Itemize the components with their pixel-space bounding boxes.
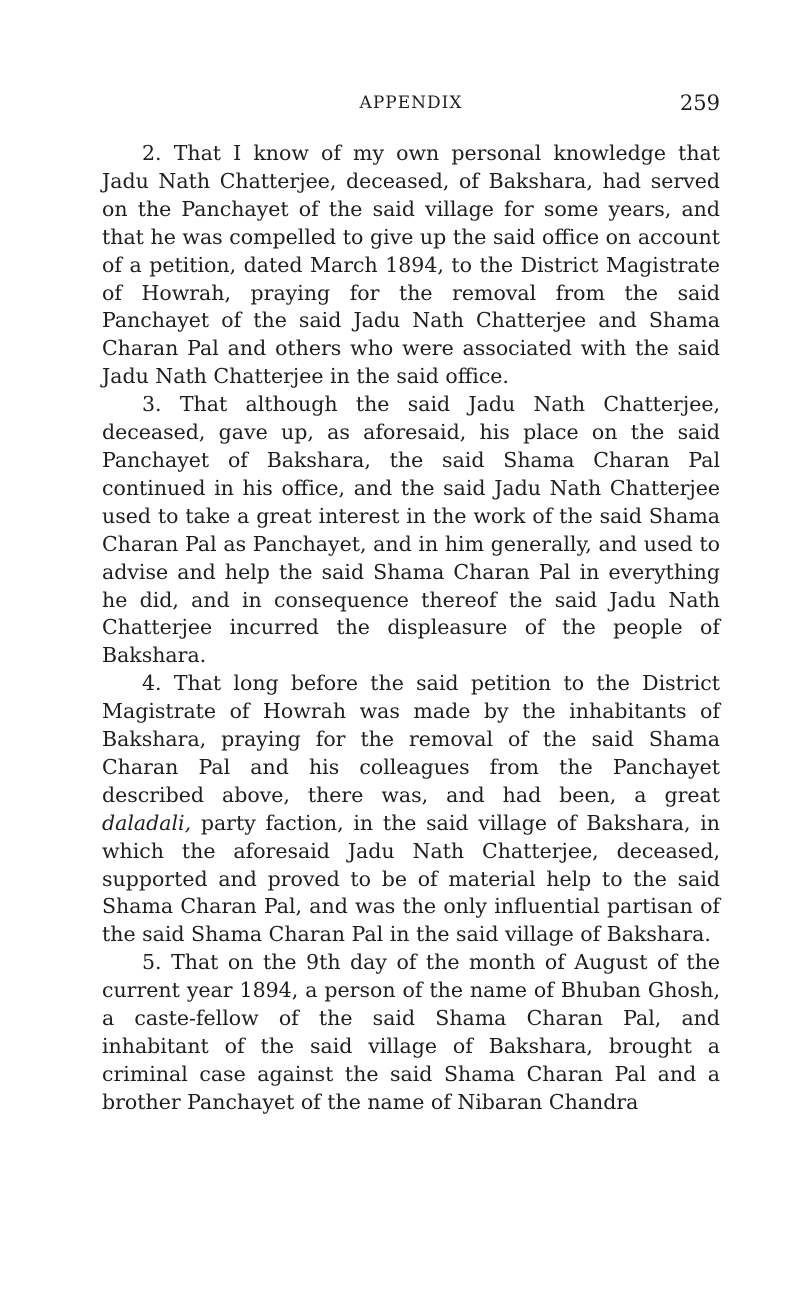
paragraph-text: That I know of my own personal knowledge that Jadu Nath Chatterjee, deceased, of Bakshara, had served on the Panchayet of the said village for some years, and that he was compelled to give up the said office on account of a petition, dated March 1894, to the District Magistrate of Howrah, praying for the removal from the said Panchayet of the said Jadu Nath Chatterjee and Shama Charan Pal and others who were associated with the said Jadu Nath Chatterjee in the said office. bbox=[102, 141, 720, 389]
running-head: APPENDIX bbox=[359, 93, 463, 113]
paragraph-text: That although the said Jadu Nath Chatterjee, deceased, gave up, as aforesaid, his place on the said Panchayet of Bakshara, the said Shama Charan Pal continued in his office, and the said Jadu Nath Chatterjee used to take a great interest in the work of the said Shama Charan Pal as Panchayet, and in him generally, and used to advise and help the said Shama Charan Pal in everything he did, and in consequence thereof the said Jadu Nath Chatterjee incurred the displeasure of the people of Bakshara. bbox=[102, 392, 720, 668]
paragraph-5 bbox=[102, 949, 720, 1116]
paragraph-3 bbox=[102, 391, 720, 670]
page-number: 259 bbox=[679, 91, 720, 115]
body-text bbox=[102, 140, 720, 1117]
page-header bbox=[102, 88, 720, 118]
paragraph-number: 2. bbox=[142, 141, 162, 165]
paragraph-number: 4. bbox=[142, 671, 162, 696]
paragraph-text: That on the 9th day of the month of August of the current year 1894, a person of the name of Bhuban Ghosh, a caste-fellow of the said Shama Charan Pal, and inhabitant of the said village of Bakshara, brought a criminal case against the said Shama Charan Pal and a brother Panchayet of the name of Nibaran Chandra bbox=[102, 950, 720, 1114]
italic-term: daladali, bbox=[102, 810, 192, 835]
paragraph-2 bbox=[102, 140, 720, 391]
paragraph-4 bbox=[102, 670, 720, 949]
paragraph-number: 3. bbox=[142, 392, 162, 417]
paragraph-text-continued: party faction, in the said village of Bakshara, in which the aforesaid Jadu Nath Chatterjee, deceased, supported and proved to be of material help to the said Shama Charan Pal, and was the only influential partisan of the said Shama Charan Pal in the said village of Bakshara. bbox=[102, 810, 720, 947]
paragraph-text: That long before the said petition to the District Magistrate of Howrah was made by the inhabitants of Bakshara, praying for the removal of the said Shama Charan Pal and his colleagues from the Panchayet described above, there was, and had been, a great bbox=[102, 671, 720, 807]
paragraph-number: 5. bbox=[142, 950, 162, 975]
